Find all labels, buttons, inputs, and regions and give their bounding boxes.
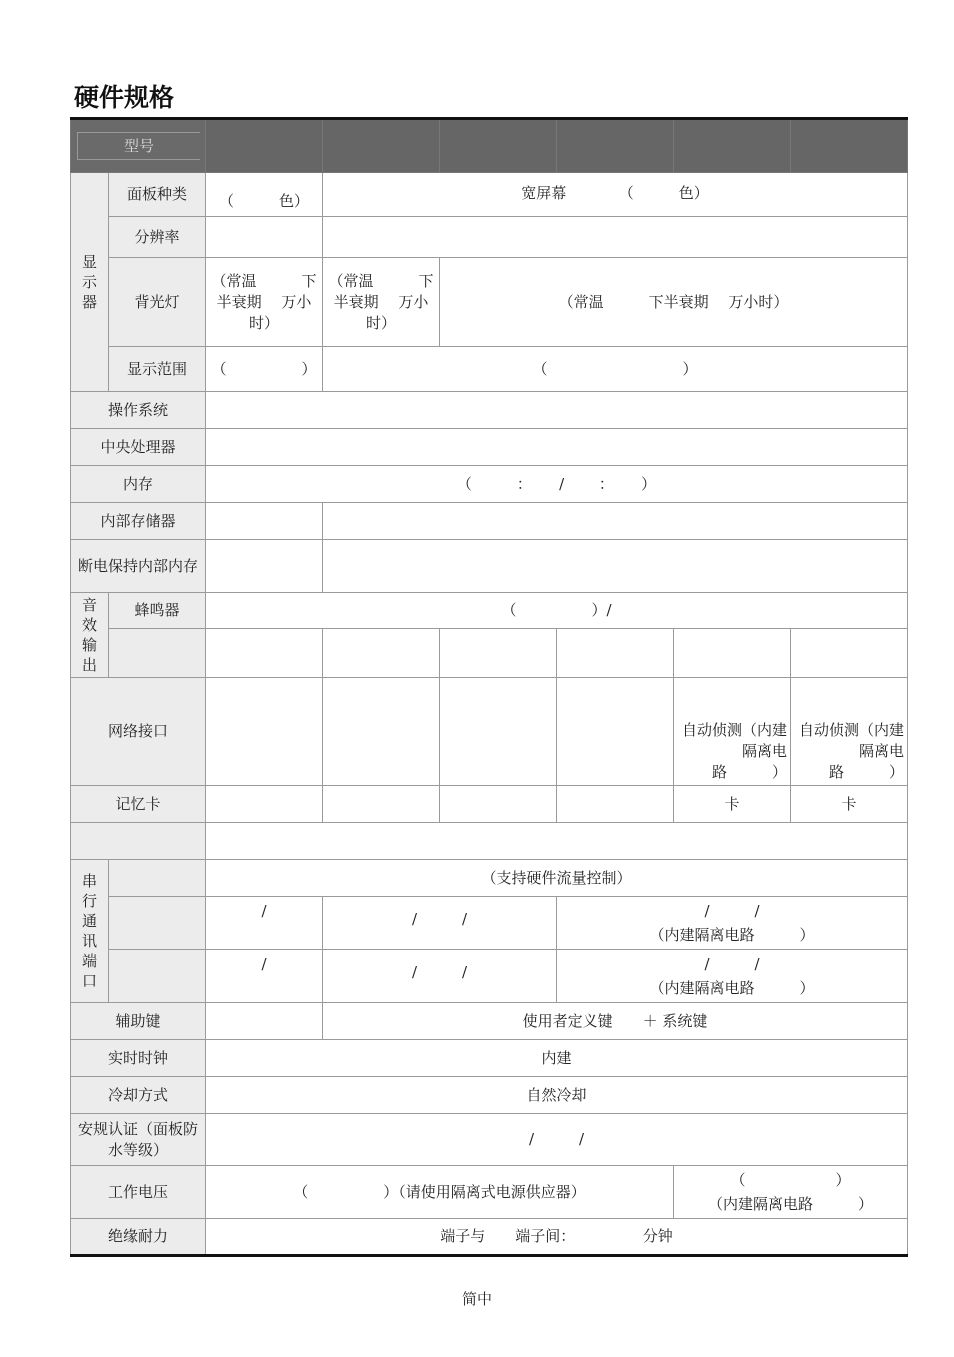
serial-port-1-value: （支持硬件流量控制） xyxy=(206,860,908,897)
table-row xyxy=(71,466,908,503)
memory-card-value-2 xyxy=(323,786,440,823)
table-row xyxy=(71,347,908,392)
buzzer-label: 蜂鸣器 xyxy=(109,593,206,629)
table-row xyxy=(71,429,908,466)
safety-label: 安规认证（面板防水等级） xyxy=(71,1114,206,1166)
aux-key-value-1 xyxy=(206,1003,323,1040)
table-row xyxy=(71,392,908,429)
serial-port-3-value-1: / xyxy=(206,950,323,1003)
resolution-value-1 xyxy=(206,217,323,258)
network-label: 网络接口 xyxy=(71,678,206,786)
table-row xyxy=(71,786,908,823)
model-col-1 xyxy=(206,119,323,173)
backlight-value-3: （常温 下半衰期 万小时） xyxy=(440,258,908,347)
os-label: 操作系统 xyxy=(71,392,206,429)
serial-port-2-label xyxy=(109,897,206,950)
memory-card-label: 记忆卡 xyxy=(71,786,206,823)
table-row xyxy=(71,823,908,860)
network-value-5: 自动侦测（内建隔离电路 ） xyxy=(674,678,791,786)
voltage-value-2a: （ ） xyxy=(730,1171,851,1189)
memory-value: （ ： / ： ） xyxy=(206,466,908,503)
voltage-value-2b: （内建隔离电路 ） xyxy=(708,1195,874,1213)
buzzer-value: （ ）/ xyxy=(206,593,908,629)
internal-storage-label: 内部存储器 xyxy=(71,503,206,540)
memory-card-value-6: 卡 xyxy=(791,786,908,823)
display-range-value-2: （ ） xyxy=(323,347,908,392)
model-col-2 xyxy=(323,119,440,173)
memory-label: 内存 xyxy=(71,466,206,503)
voltage-label: 工作电压 xyxy=(71,1166,206,1219)
rtc-value: 内建 xyxy=(206,1040,908,1077)
model-header-cell xyxy=(71,119,206,173)
model-col-3 xyxy=(440,119,557,173)
backlight-value-2: （常温 下半衰期 万小时） xyxy=(323,258,440,347)
resolution-label: 分辨率 xyxy=(109,217,206,258)
hardware-spec-table xyxy=(70,117,908,1257)
aux-key-label: 辅助键 xyxy=(71,1003,206,1040)
blank-label xyxy=(71,823,206,860)
network-value-2 xyxy=(323,678,440,786)
network-value-3 xyxy=(440,678,557,786)
voltage-value-2 xyxy=(674,1166,908,1219)
audio-output-value-6 xyxy=(791,629,908,678)
serial-group-label: 串行通讯端口 xyxy=(71,860,109,1003)
cooling-value: 自然冷却 xyxy=(206,1077,908,1114)
table-row xyxy=(71,503,908,540)
audio-output-value-3 xyxy=(440,629,557,678)
network-value-1 xyxy=(206,678,323,786)
audio-output-label xyxy=(109,629,206,678)
safety-value: / / xyxy=(206,1114,908,1166)
audio-group-label: 音效输出 xyxy=(71,593,109,678)
model-col-6 xyxy=(791,119,908,173)
aux-key-value-2: 使用者定义键 ＋ 系统键 xyxy=(323,1003,908,1040)
table-row xyxy=(71,1003,908,1040)
footer-language: 简中 xyxy=(461,1290,492,1308)
rtc-label: 实时时钟 xyxy=(71,1040,206,1077)
table-row xyxy=(71,1040,908,1077)
display-group-label: 显示器 xyxy=(71,173,109,392)
cooling-label: 冷却方式 xyxy=(71,1077,206,1114)
backlight-value-1: （常温 下半衰期 万小时） xyxy=(206,258,323,347)
table-header-row xyxy=(71,119,908,173)
table-row xyxy=(71,593,908,629)
table-row xyxy=(71,217,908,258)
resolution-value-2 xyxy=(323,217,908,258)
cpu-label: 中央处理器 xyxy=(71,429,206,466)
network-value-6: 自动侦测（内建隔离电路 ） xyxy=(791,678,908,786)
table-row xyxy=(71,540,908,593)
memory-card-value-3 xyxy=(440,786,557,823)
serial-port-2-value-3a: / / xyxy=(704,902,760,920)
insulation-label: 绝缘耐力 xyxy=(71,1219,206,1256)
table-row xyxy=(71,1114,908,1166)
audio-output-value-1 xyxy=(206,629,323,678)
table-row xyxy=(71,860,908,897)
memory-card-value-1 xyxy=(206,786,323,823)
serial-port-3-value-2: / / xyxy=(323,950,557,1003)
model-col-4 xyxy=(557,119,674,173)
serial-port-2-value-3 xyxy=(557,897,908,950)
blank-value xyxy=(206,823,908,860)
display-range-value-1: （ ） xyxy=(206,347,323,392)
cpu-value xyxy=(206,429,908,466)
audio-output-value-2 xyxy=(323,629,440,678)
table-row xyxy=(71,1077,908,1114)
audio-output-value-5 xyxy=(674,629,791,678)
panel-type-value-2: 宽屏幕 （ 色） xyxy=(323,173,908,217)
retentive-memory-value-1 xyxy=(206,540,323,593)
internal-storage-value-1 xyxy=(206,503,323,540)
display-range-label: 显示范围 xyxy=(109,347,206,392)
table-row xyxy=(71,1166,908,1219)
table-row xyxy=(71,1219,908,1256)
serial-port-3-value-3a: / / xyxy=(704,955,760,973)
table-row xyxy=(71,678,908,786)
backlight-label: 背光灯 xyxy=(109,258,206,347)
panel-type-value-1: （ 色） xyxy=(206,173,323,217)
serial-port-1-label xyxy=(109,860,206,897)
serial-port-3-value-3 xyxy=(557,950,908,1003)
panel-type-label: 面板种类 xyxy=(109,173,206,217)
serial-port-2-value-3b: （内建隔离电路 ） xyxy=(649,926,815,944)
table-row xyxy=(71,629,908,678)
model-col-5 xyxy=(674,119,791,173)
network-value-4 xyxy=(557,678,674,786)
serial-port-2-value-1: / xyxy=(206,897,323,950)
table-row xyxy=(71,173,908,217)
serial-port-3-label xyxy=(109,950,206,1003)
memory-card-value-5: 卡 xyxy=(674,786,791,823)
page-title: 硬件规格 xyxy=(74,83,175,112)
serial-port-3-value-3b: （内建隔离电路 ） xyxy=(649,979,815,997)
insulation-value: 端子与 端子间： 分钟 xyxy=(206,1219,908,1256)
internal-storage-value-2 xyxy=(323,503,908,540)
table-row xyxy=(71,258,908,347)
table-row xyxy=(71,950,908,1003)
retentive-memory-value-2 xyxy=(323,540,908,593)
serial-port-2-value-2: / / xyxy=(323,897,557,950)
table-row xyxy=(71,897,908,950)
retentive-memory-label: 断电保持内部内存 xyxy=(71,540,206,593)
memory-card-value-4 xyxy=(557,786,674,823)
os-value xyxy=(206,392,908,429)
model-label: 型号 xyxy=(77,132,200,160)
voltage-value-1: （ ）（请使用隔离式电源供应器） xyxy=(206,1166,674,1219)
audio-output-value-4 xyxy=(557,629,674,678)
